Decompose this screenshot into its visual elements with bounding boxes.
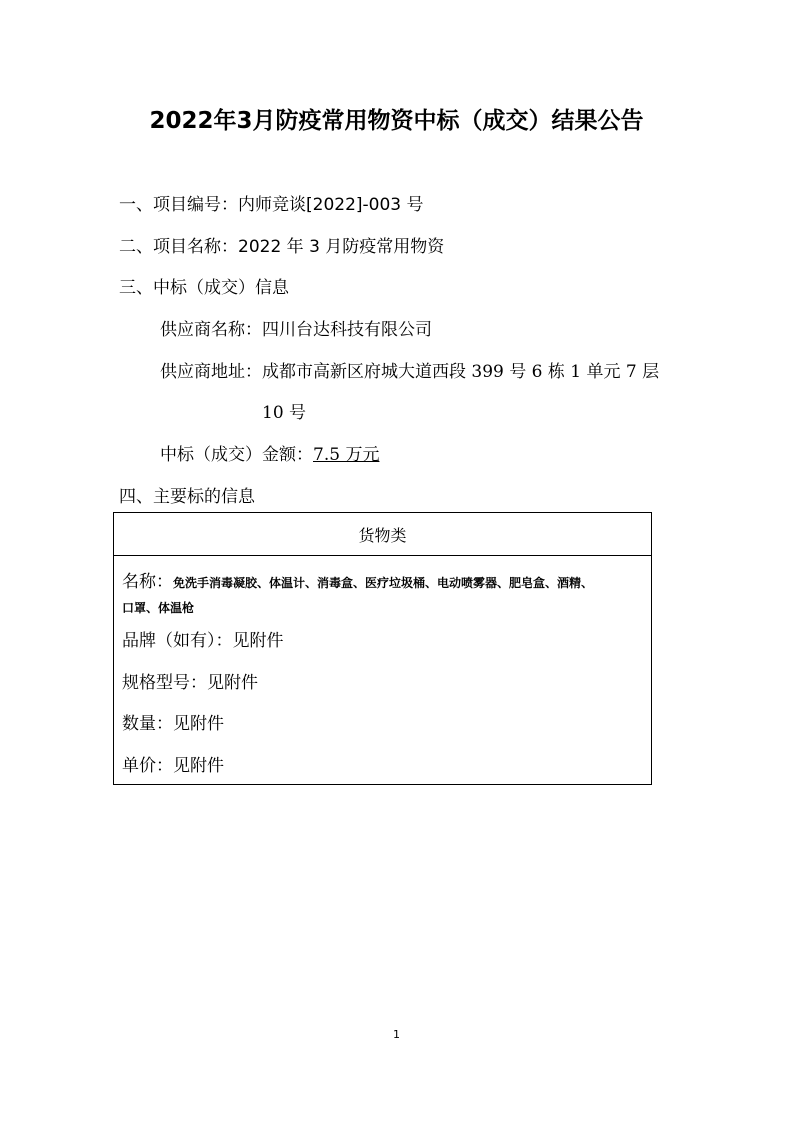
supplier-address-value: 成都市高新区府城大道西段 399 号 6 栋 1 单元 7 层 <box>262 362 660 382</box>
winning-amount-value: 7.5 万元 <box>313 445 380 465</box>
goods-table-header: 货物类 <box>114 513 651 556</box>
winning-amount <box>160 440 379 465</box>
goods-name-row <box>122 567 593 592</box>
winning-info-heading: 三、中标（成交）信息 <box>119 278 289 298</box>
winning-amount-label: 中标（成交）金额： <box>160 445 313 465</box>
goods-name-cont: 口罩、体温枪 <box>122 601 195 615</box>
supplier-name-label: 供应商名称： <box>160 320 262 340</box>
goods-quantity: 数量：见附件 <box>122 714 224 734</box>
supplier-address-cont: 10 号 <box>262 403 307 423</box>
goods-unit-price: 单价：见附件 <box>122 756 224 776</box>
supplier-address-label: 供应商地址： <box>160 362 262 382</box>
goods-spec: 规格型号：见附件 <box>122 673 258 693</box>
page-title: 2022年3月防疫常用物资中标（成交）结果公告 <box>149 108 644 134</box>
goods-table <box>113 512 652 785</box>
page-number: 1 <box>393 1028 400 1041</box>
supplier-address <box>160 357 659 382</box>
supplier-name <box>160 315 432 340</box>
project-number <box>119 190 424 215</box>
project-number-value: 内师竞谈[2022]-003 号 <box>238 195 424 215</box>
project-name-label: 二、项目名称： <box>119 237 238 257</box>
goods-brand: 品牌（如有）：见附件 <box>122 631 284 651</box>
goods-name-label: 名称： <box>122 572 173 592</box>
main-subject-heading: 四、主要标的信息 <box>119 487 255 507</box>
supplier-name-value: 四川台达科技有限公司 <box>262 320 432 340</box>
project-name-value: 2022 年 3 月防疫常用物资 <box>238 237 445 257</box>
goods-name-value: 免洗手消毒凝胶、体温计、消毒盒、医疗垃圾桶、电动喷雾器、肥皂盒、酒精、 <box>173 576 594 590</box>
project-name <box>119 232 444 257</box>
project-number-label: 一、项目编号： <box>119 195 238 215</box>
